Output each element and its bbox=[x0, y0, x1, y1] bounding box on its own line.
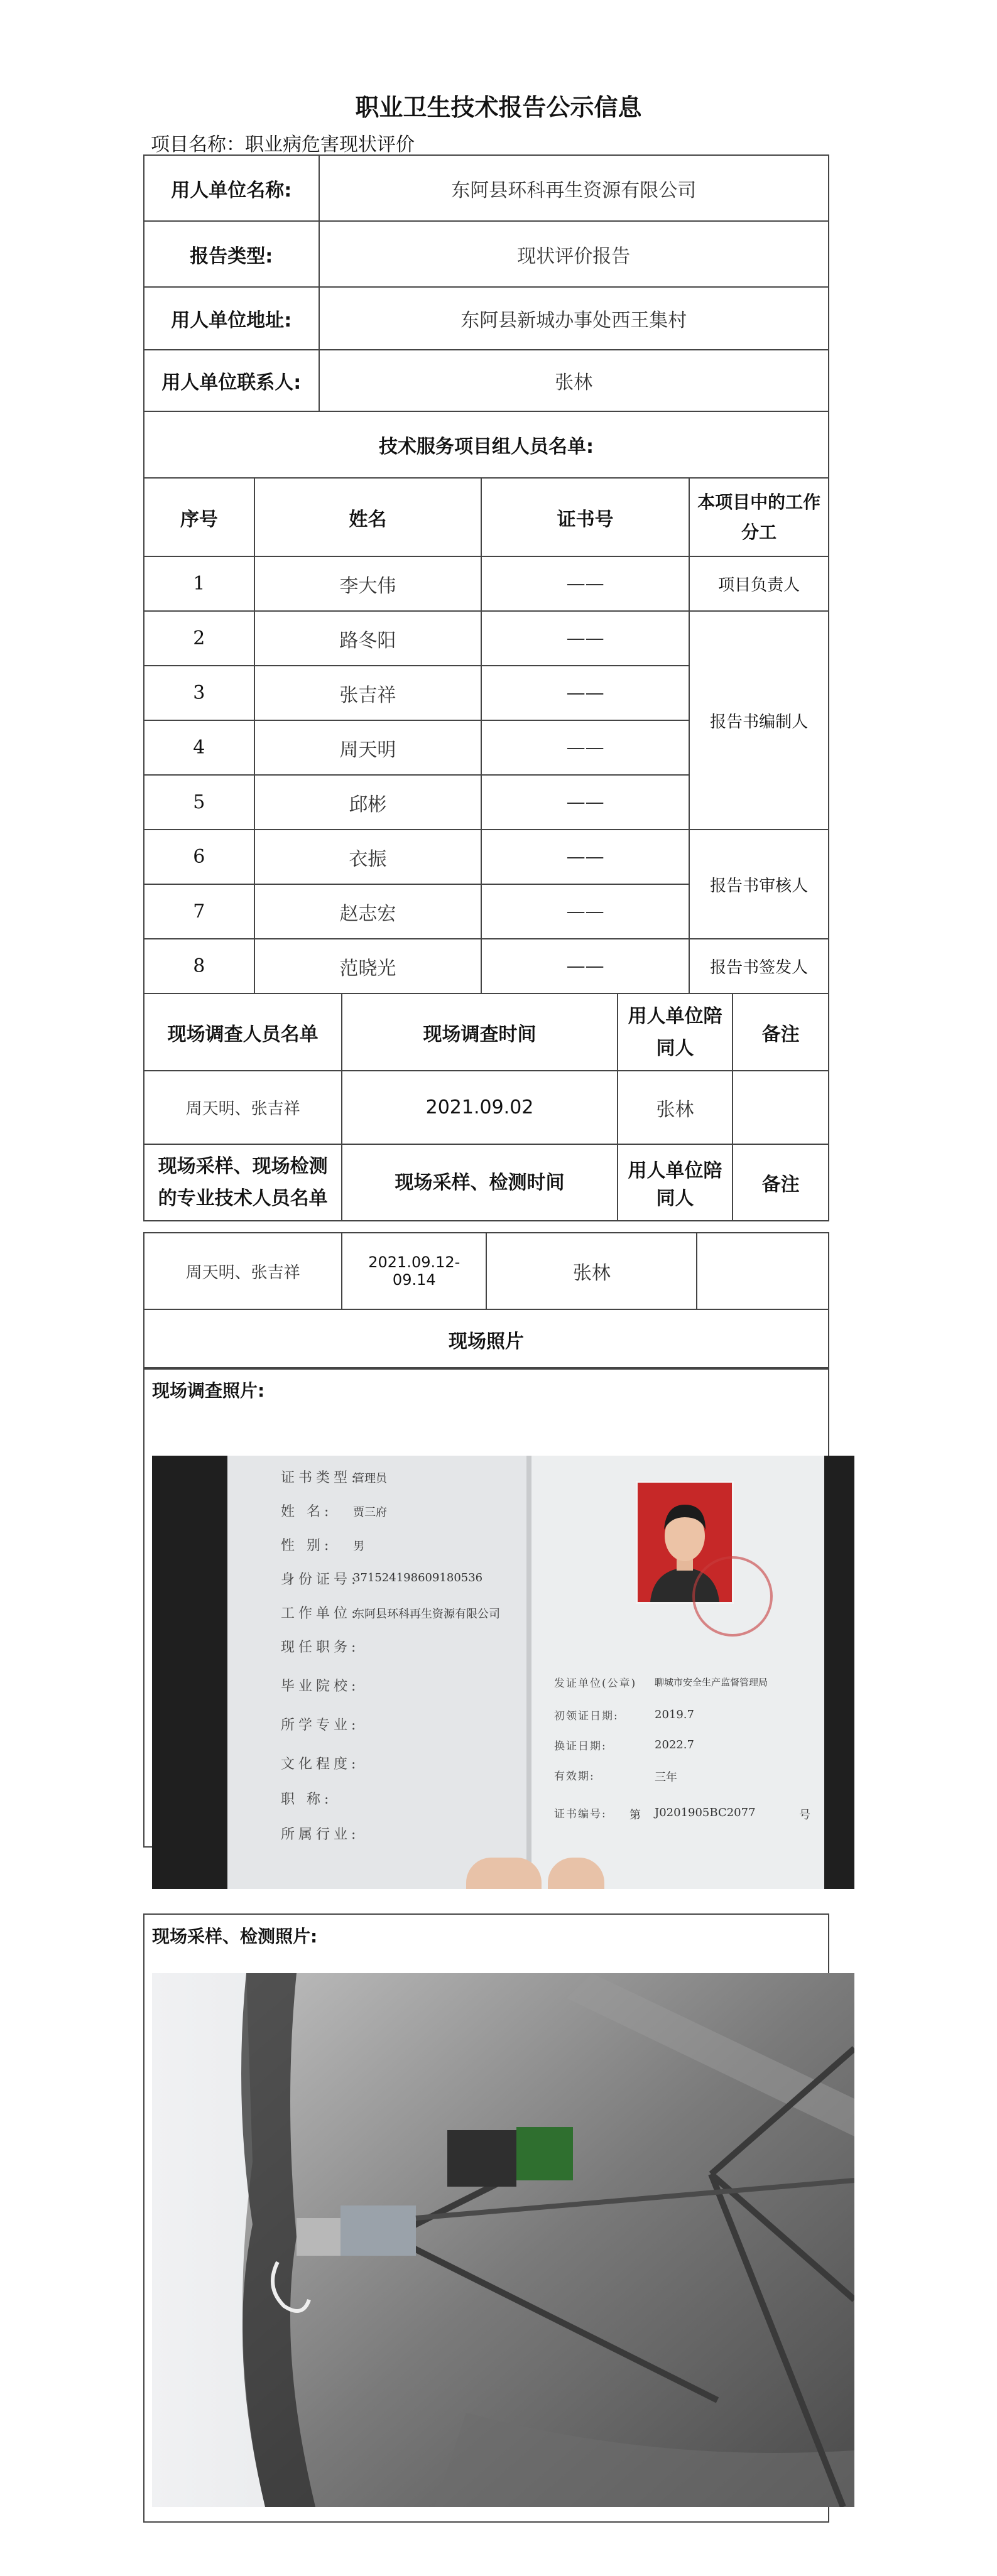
team-table bbox=[143, 477, 829, 994]
employer-contact-label: 用人单位联系人: bbox=[144, 350, 319, 411]
survey-names: 周天明、张吉祥 bbox=[144, 1071, 342, 1144]
report-type-label: 报告类型: bbox=[144, 221, 319, 287]
row-no: 1 bbox=[144, 556, 254, 611]
page-title: 职业卫生技术报告公示信息 bbox=[355, 94, 642, 121]
row-no: 5 bbox=[144, 775, 254, 830]
photos-title: 现场照片 bbox=[144, 1309, 829, 1369]
row-cert: —— bbox=[481, 939, 689, 993]
row-name: 路冬阳 bbox=[254, 611, 481, 666]
row-cert: —— bbox=[481, 775, 689, 830]
row-cert: —— bbox=[481, 884, 689, 939]
row-cert: —— bbox=[481, 720, 689, 775]
cert-industry-label: 所属行业: bbox=[281, 1827, 360, 1843]
cert-employer-value: 东阿县环科再生资源有限公司 bbox=[353, 1608, 500, 1621]
row-cert: —— bbox=[481, 556, 689, 611]
role-reviewer: 报告书审核人 bbox=[689, 830, 829, 939]
cert-gender-value: 男 bbox=[353, 1540, 364, 1553]
col-header-role: 本项目中的工作分工 bbox=[689, 478, 829, 556]
role-lead: 项目负责人 bbox=[689, 556, 829, 611]
official-seal bbox=[692, 1556, 773, 1637]
employer-address-value: 东阿县新城办事处西王集村 bbox=[319, 287, 829, 350]
employer-name-value: 东阿县环科再生资源有限公司 bbox=[319, 155, 829, 221]
cert-no-suffix: 号 bbox=[799, 1809, 810, 1822]
table-row bbox=[144, 830, 829, 884]
team-title: 技术服务项目组人员名单: bbox=[144, 411, 829, 478]
finger bbox=[466, 1858, 542, 1889]
col-header-no: 序号 bbox=[144, 478, 254, 556]
cert-first-value: 2019.7 bbox=[655, 1708, 694, 1721]
sampling-date: 2021.09.12-09.14 bbox=[342, 1233, 486, 1309]
employer-name-label: 用人单位名称: bbox=[144, 155, 319, 221]
project-name: 项目名称：职业病危害现状评价 bbox=[151, 134, 415, 156]
cert-type-label: 证书类型: bbox=[281, 1470, 360, 1486]
survey-header-companion: 用人单位陪同人 bbox=[618, 993, 733, 1071]
cert-id-value: 371524198609180536 bbox=[353, 1571, 483, 1584]
cert-employer-label: 工作单位: bbox=[281, 1606, 360, 1621]
row-cert: —— bbox=[481, 611, 689, 666]
employer-contact-value: 张林 bbox=[319, 350, 829, 411]
sampling-companion: 张林 bbox=[486, 1233, 697, 1309]
survey-companion: 张林 bbox=[618, 1071, 733, 1144]
cert-no-label: 证书编号: bbox=[554, 1808, 607, 1821]
sampling-photo-label: 现场采样、检测照片: bbox=[152, 1926, 318, 1947]
sampling-names: 周天明、张吉祥 bbox=[144, 1233, 342, 1309]
row-no: 4 bbox=[144, 720, 254, 775]
sampling-note bbox=[697, 1233, 829, 1309]
sampling-photo bbox=[152, 1973, 854, 2507]
sampling-header-companion: 用人单位陪同人 bbox=[618, 1144, 733, 1221]
survey-header-names: 现场调查人员名单 bbox=[144, 993, 342, 1071]
report-type-value: 现状评价报告 bbox=[319, 221, 829, 287]
cert-name-label: 姓 名: bbox=[281, 1504, 333, 1520]
row-no: 7 bbox=[144, 884, 254, 939]
survey-photo bbox=[152, 1456, 854, 1889]
cert-rank-label: 职 称: bbox=[281, 1792, 333, 1807]
row-name: 赵志宏 bbox=[254, 884, 481, 939]
cert-name-value: 贾三府 bbox=[353, 1506, 387, 1519]
sampling-table bbox=[143, 1232, 829, 1370]
cert-valid-value: 三年 bbox=[655, 1771, 677, 1784]
row-no: 3 bbox=[144, 666, 254, 720]
cert-major-label: 所学专业: bbox=[281, 1718, 360, 1733]
sampling-header-note: 备注 bbox=[733, 1144, 829, 1221]
survey-header-date: 现场调查时间 bbox=[342, 993, 617, 1071]
info-table bbox=[143, 154, 829, 479]
row-name: 张吉祥 bbox=[254, 666, 481, 720]
cert-issuer-value: 聊城市安全生产监督管理局 bbox=[655, 1677, 768, 1688]
survey-note bbox=[733, 1071, 829, 1144]
cert-id-label: 身份证号: bbox=[281, 1572, 360, 1588]
sampling-header-date: 现场采样、检测时间 bbox=[342, 1144, 617, 1221]
cert-gender-label: 性 别: bbox=[281, 1538, 333, 1554]
row-no: 2 bbox=[144, 611, 254, 666]
cert-title-label: 现任职务: bbox=[281, 1640, 360, 1655]
row-no: 8 bbox=[144, 939, 254, 993]
cert-no-value: J0201905BC2077 bbox=[655, 1806, 756, 1819]
role-issuer: 报告书签发人 bbox=[689, 939, 829, 993]
row-no: 6 bbox=[144, 830, 254, 884]
certificate-left-page bbox=[227, 1456, 529, 1889]
row-cert: —— bbox=[481, 830, 689, 884]
table-row bbox=[144, 611, 829, 666]
survey-table bbox=[143, 993, 829, 1221]
cert-school-label: 毕业院校: bbox=[281, 1679, 360, 1694]
table-row bbox=[144, 556, 829, 611]
cert-valid-label: 有效期: bbox=[554, 1770, 595, 1783]
row-cert: —— bbox=[481, 666, 689, 720]
row-name: 范晓光 bbox=[254, 939, 481, 993]
survey-date: 2021.09.02 bbox=[342, 1071, 617, 1144]
row-name: 李大伟 bbox=[254, 556, 481, 611]
table-row bbox=[144, 939, 829, 993]
row-name: 邱彬 bbox=[254, 775, 481, 830]
survey-photo-label: 现场调查照片: bbox=[152, 1380, 265, 1401]
sampling-header-names: 现场采样、现场检测的专业技术人员名单 bbox=[144, 1144, 342, 1221]
cert-edu-label: 文化程度: bbox=[281, 1756, 360, 1772]
cert-no-prefix: 第 bbox=[629, 1809, 641, 1822]
col-header-cert: 证书号 bbox=[481, 478, 689, 556]
cert-first-label: 初领证日期: bbox=[554, 1710, 619, 1723]
certificate-fold bbox=[526, 1456, 531, 1889]
survey-header-note: 备注 bbox=[733, 993, 829, 1071]
row-name: 周天明 bbox=[254, 720, 481, 775]
cert-issuer-label: 发证单位(公章) bbox=[554, 1677, 637, 1690]
employer-address-label: 用人单位地址: bbox=[144, 287, 319, 350]
cert-renew-value: 2022.7 bbox=[655, 1738, 694, 1751]
cert-renew-label: 换证日期: bbox=[554, 1740, 607, 1753]
cert-type-value: 管理员 bbox=[353, 1472, 387, 1485]
role-writer: 报告书编制人 bbox=[689, 611, 829, 830]
col-header-name: 姓名 bbox=[254, 478, 481, 556]
row-name: 衣振 bbox=[254, 830, 481, 884]
